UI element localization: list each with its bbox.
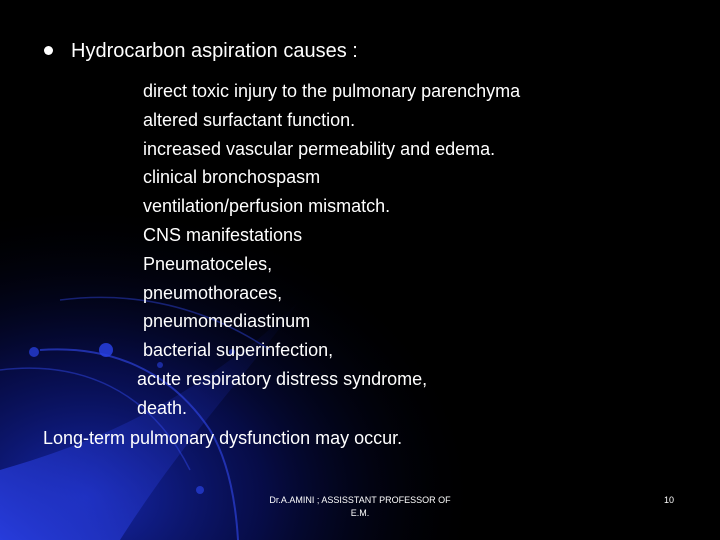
- dot-4: [196, 486, 204, 494]
- list-item: Pneumatoceles,: [143, 253, 273, 274]
- list-item: bacterial superinfection,: [143, 340, 334, 361]
- list-item: increased vascular permeability and edema.: [143, 138, 496, 159]
- list-item: CNS manifestations: [143, 224, 303, 245]
- bullet-icon: [44, 46, 53, 55]
- footer-credit-line-2: E.M.: [350, 508, 370, 518]
- page-number: 10: [664, 495, 675, 505]
- list-item: pneumothoraces,: [143, 282, 283, 303]
- list-item: ventilation/perfusion mismatch.: [143, 196, 391, 217]
- list-item: altered surfactant function.: [143, 109, 356, 130]
- list-item: direct toxic injury to the pulmonary parenchyma: [143, 81, 521, 101]
- conclusion-text: Long-term pulmonary dysfunction may occur.: [43, 428, 403, 448]
- list-item: clinical bronchospasm: [143, 167, 321, 188]
- slide-heading: Hydrocarbon aspiration causes :: [71, 40, 358, 62]
- list-item: pneumomediastinum: [143, 311, 311, 332]
- footer-credit: [245, 494, 475, 520]
- causes-list: [0, 77, 520, 423]
- list-item: death.: [137, 397, 188, 418]
- footer-credit-line-1: Dr.A.AMINI ; ASSISSTANT PROFESSOR OF: [269, 495, 451, 505]
- list-item: acute respiratory distress syndrome,: [137, 368, 428, 389]
